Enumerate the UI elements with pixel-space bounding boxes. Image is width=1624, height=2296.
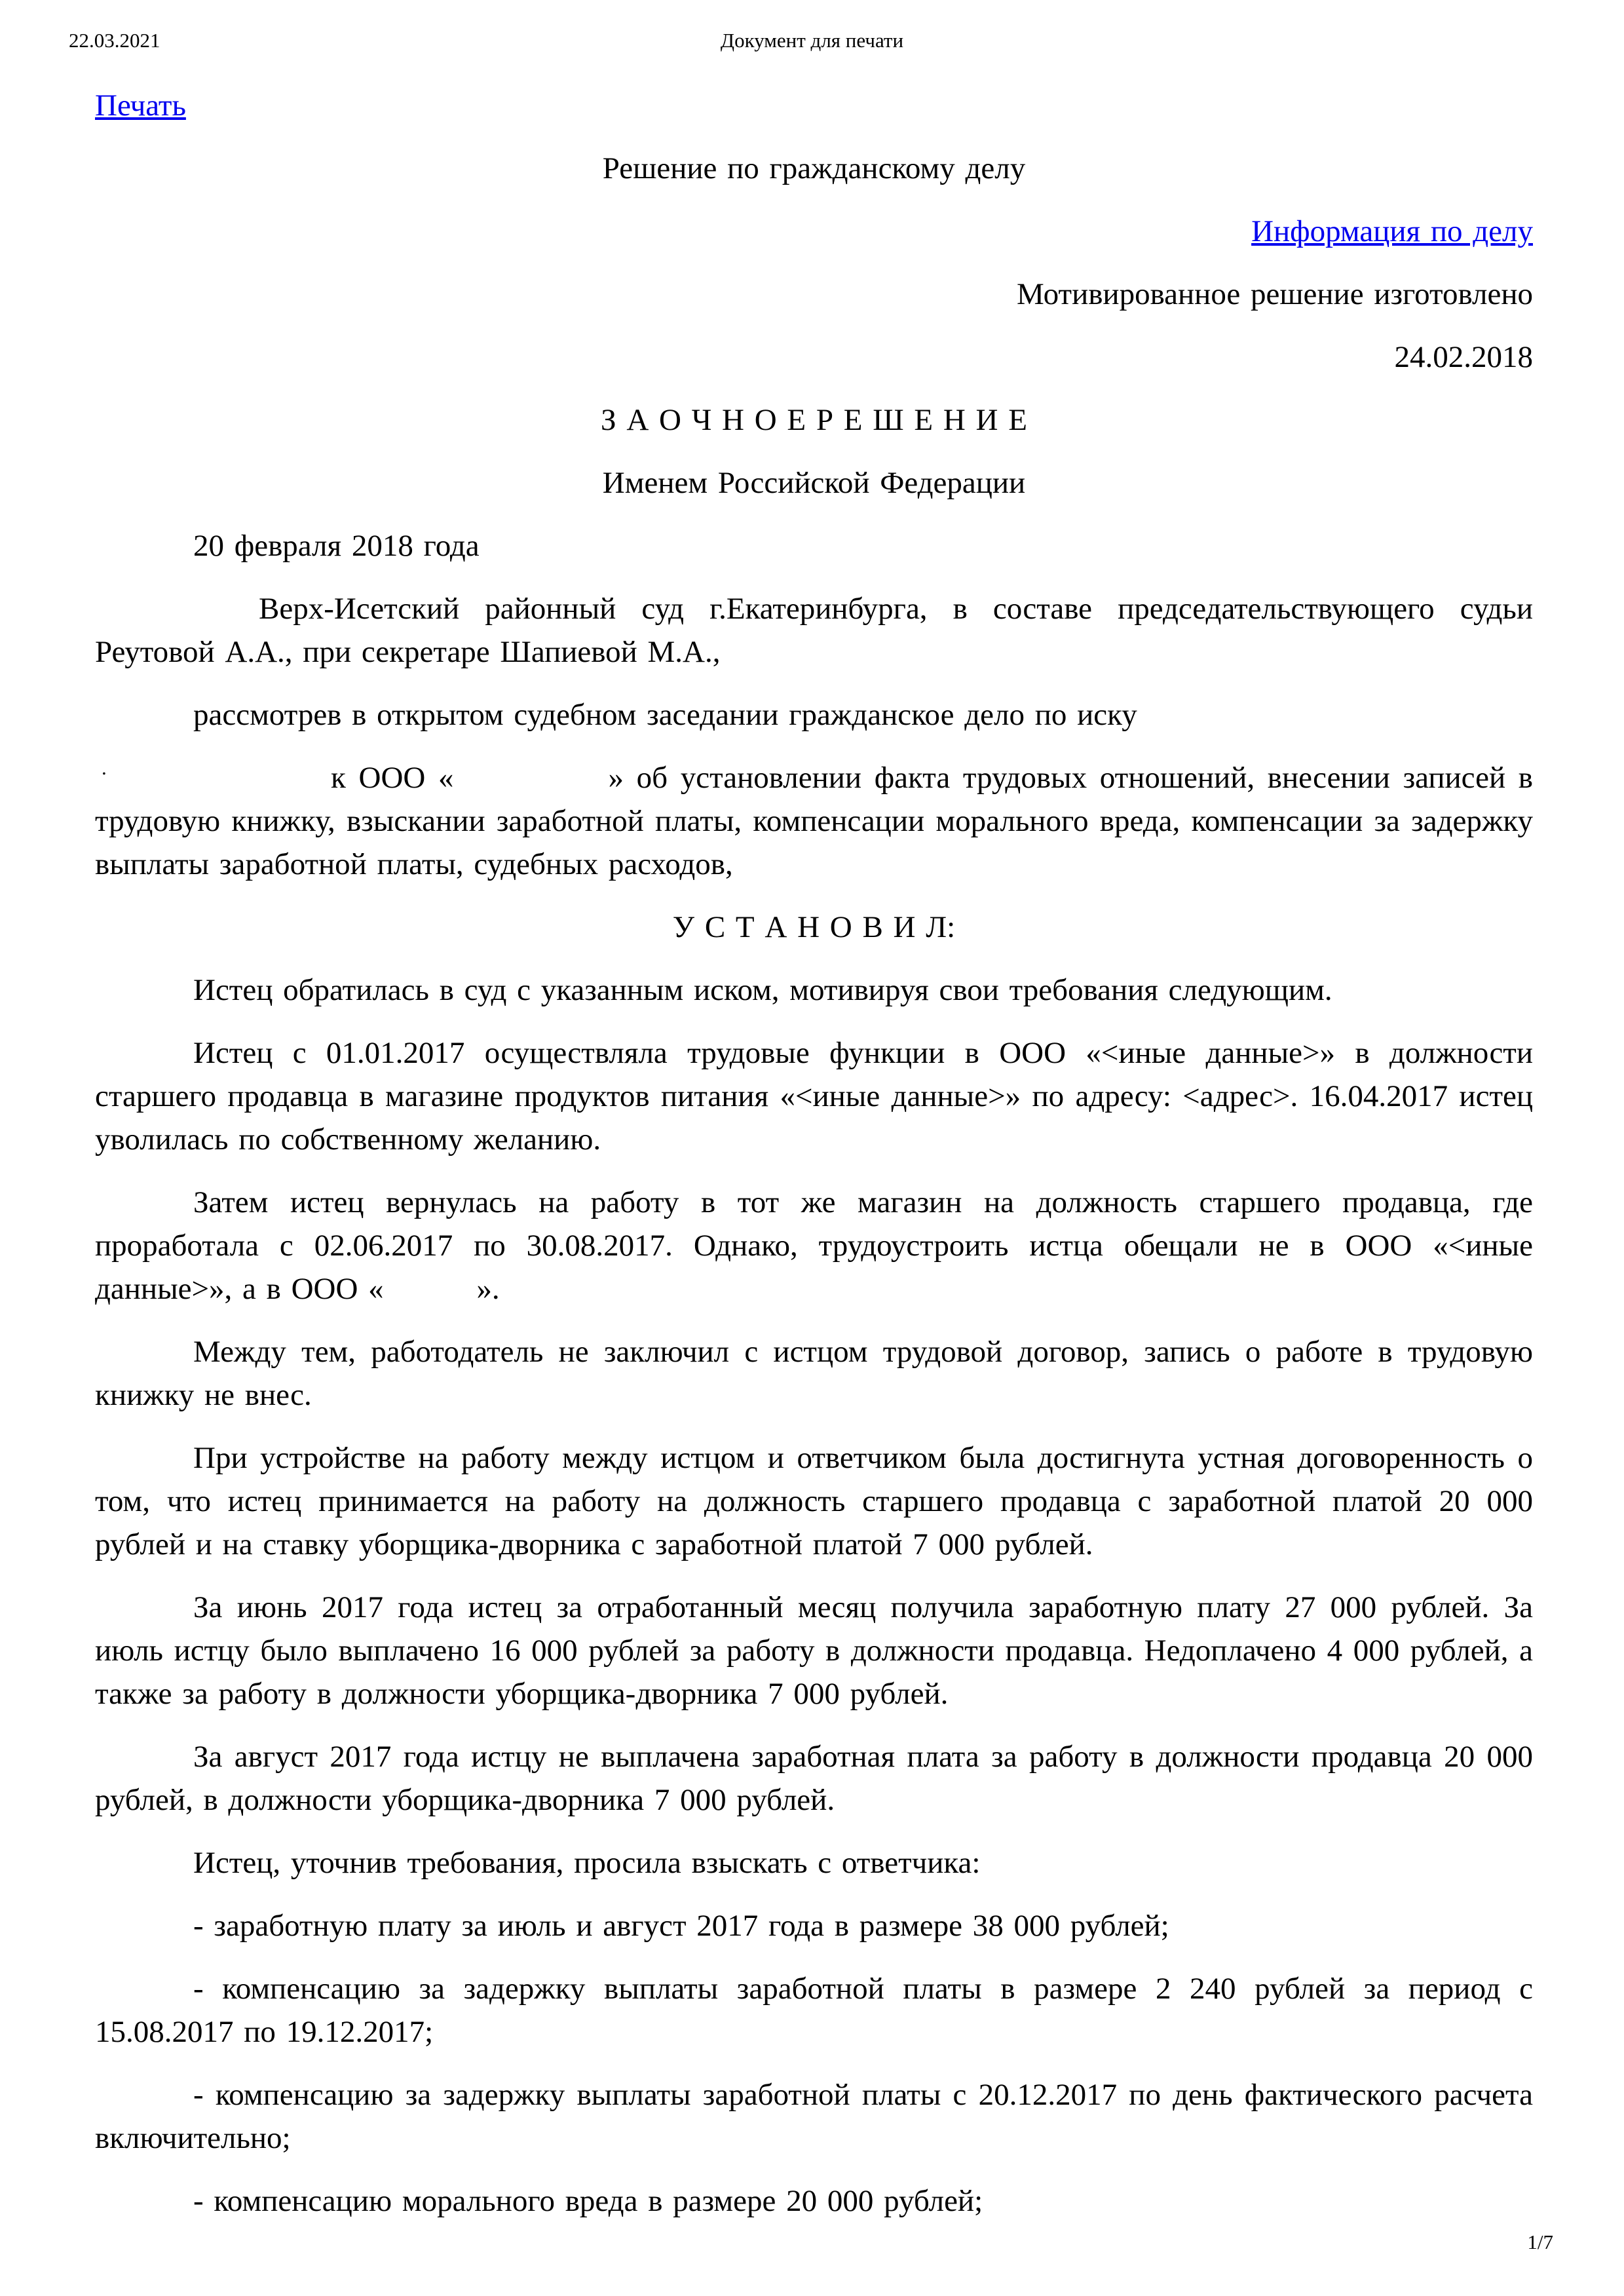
body-paragraph-text: к ООО « » об установлении факта трудовых отношений, внесении записей в трудовую книжку, взыскании заработной платы, компенсации морального вреда, компенсации за задержку выплаты заработной платы, судебных расходов, bbox=[95, 761, 1533, 881]
print-date: 22.03.2021 bbox=[69, 29, 161, 52]
body-paragraph: рассмотрев в открытом судебном заседании гражданское дело по иску bbox=[193, 698, 1137, 732]
body-paragraph-date: 20 февраля 2018 года bbox=[193, 529, 480, 563]
body-paragraph: Между тем, работодатель не заключил с истцом трудовой договор, запись о работе в трудовую книжку не внес. bbox=[95, 1335, 1533, 1412]
claim-list-item: - компенсацию за задержку выплаты заработной платы в размере 2 240 рублей за период с 15.08.2017 по 19.12.2017; bbox=[95, 1972, 1533, 2049]
claim-list-item: - заработную плату за июль и август 2017 года в размере 38 000 рублей; bbox=[193, 1909, 1169, 1943]
claim-list-item: - компенсацию морального вреда в размере 20 000 рублей; bbox=[193, 2184, 983, 2218]
body-paragraph-court: Верх-Исетский районный суд г.Екатеринбурга, в составе председательствующего судьи Реутовой А.А., при секретаре Шапиевой М.А., bbox=[95, 592, 1533, 669]
body-paragraph: При устройстве на работу между истцом и ответчиком была достигнута устная договоренность о том, что истец принимается на работу на должность старшего продавца с заработной платой 20 000 рублей и на ставку уборщика-дворника с заработной платой 7 000 рублей. bbox=[95, 1441, 1533, 1561]
body-paragraph: Истец с 01.01.2017 осуществляла трудовые функции в ООО «<иные данные>» в должности старшего продавца в магазине продуктов питания «<иные данные>» по адресу: <адрес>. 16.04.2017 истец уволилась по собственному желанию. bbox=[95, 1036, 1533, 1157]
case-info-link[interactable]: Информация по делу bbox=[1251, 214, 1533, 248]
body-paragraph: За август 2017 года истцу не выплачена заработная плата за работу в должности продавца 20 000 рублей, в должности уборщика-дворника 7 000 рублей. bbox=[95, 1740, 1533, 1817]
print-link-line bbox=[95, 84, 1533, 127]
in-the-name-heading: Именем Российской Федерации bbox=[602, 466, 1026, 500]
document-body bbox=[95, 84, 1533, 2242]
claim-list-item: - компенсацию за задержку выплаты заработной платы с 20.12.2017 по день фактического расчета включительно; bbox=[95, 2078, 1533, 2155]
print-link[interactable]: Печать bbox=[95, 88, 186, 123]
page-number: 1/7 bbox=[1527, 2230, 1553, 2253]
print-header bbox=[69, 28, 1555, 54]
body-paragraph-defendant bbox=[95, 756, 1533, 886]
body-paragraph: За июнь 2017 года истец за отработанный месяц получила заработную плату 27 000 рублей. За июль истцу было выплачено 16 000 рублей за работу в должности продавца. Недоплачено 4 000 рублей, а также за работу в должности уборщика-дворника 7 000 рублей. bbox=[95, 1590, 1533, 1711]
body-paragraph: Истец обратилась в суд с указанным иском, мотивируя свои требования следующим. bbox=[193, 973, 1332, 1007]
body-paragraph: Истец, уточнив требования, просила взыскать с ответчика: bbox=[193, 1846, 981, 1880]
body-paragraph: Затем истец вернулась на работу в тот же магазин на должность старшего продавца, где проработала с 02.06.2017 по 30.08.2017. Однако, трудоустроить истца обещали не в ООО «<иные данные>», а в ООО « ». bbox=[95, 1185, 1533, 1306]
anonymized-dot-marker: . bbox=[102, 756, 107, 779]
motivated-decision-date: 24.02.2018 bbox=[1394, 340, 1533, 374]
document-title: Решение по гражданскому делу bbox=[602, 151, 1026, 185]
case-info-line bbox=[95, 210, 1533, 253]
motivated-decision-line: Мотивированное решение изготовлено bbox=[1017, 277, 1533, 311]
established-heading: У С Т А Н О В И Л: bbox=[672, 910, 956, 944]
print-doc-title: Документ для печати bbox=[720, 29, 904, 52]
decision-type-heading: З А О Ч Н О Е Р Е Ш Е Н И Е bbox=[601, 403, 1027, 437]
